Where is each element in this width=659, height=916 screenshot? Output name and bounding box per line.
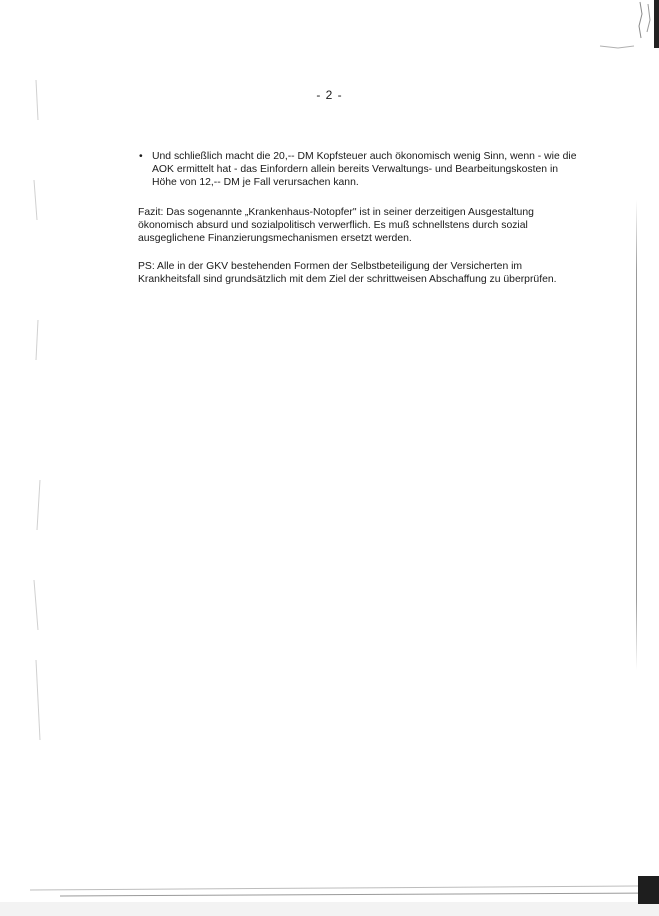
fazit-line: ausgeglichene Finanzierungsmechanismen ersetzt werden. xyxy=(138,233,412,244)
scan-left-artifact xyxy=(28,60,52,780)
scan-edge-artifact xyxy=(598,0,659,52)
scan-bottom-edge xyxy=(0,876,659,916)
ps-line: Krankheitsfall sind grundsätzlich mit dem Ziel der schrittweisen Abschaffung zu überprüfen. xyxy=(138,274,557,285)
fazit-paragraph xyxy=(138,206,608,245)
scan-margin-line xyxy=(636,200,637,670)
ps-paragraph xyxy=(138,260,608,286)
document-body xyxy=(138,150,608,301)
ps-line: PS: Alle in der GKV bestehenden Formen der Selbstbeteiligung der Versicherten im xyxy=(138,261,523,272)
bullet-line: AOK ermittelt hat - das Einfordern allein bereits Verwaltungs- und Bearbeitungskosten in xyxy=(152,164,559,175)
page-number: - 2 - xyxy=(316,88,343,102)
bullet-dot-icon: • xyxy=(139,151,143,162)
fazit-line: Fazit: Das sogenannte „Krankenhaus-Notopfer" ist in seiner derzeitigen Ausgestaltung xyxy=(138,207,534,218)
bullet-line: Und schließlich macht die 20,-- DM Kopfsteuer auch ökonomisch wenig Sinn, wenn - wie die xyxy=(152,151,577,162)
bullet-paragraph xyxy=(138,150,608,189)
bullet-line: Höhe von 12,-- DM je Fall verursachen kann. xyxy=(152,177,359,188)
fazit-line: ökonomisch absurd und sozialpolitisch verwerflich. Es muß schnellstens durch sozial xyxy=(138,220,528,231)
